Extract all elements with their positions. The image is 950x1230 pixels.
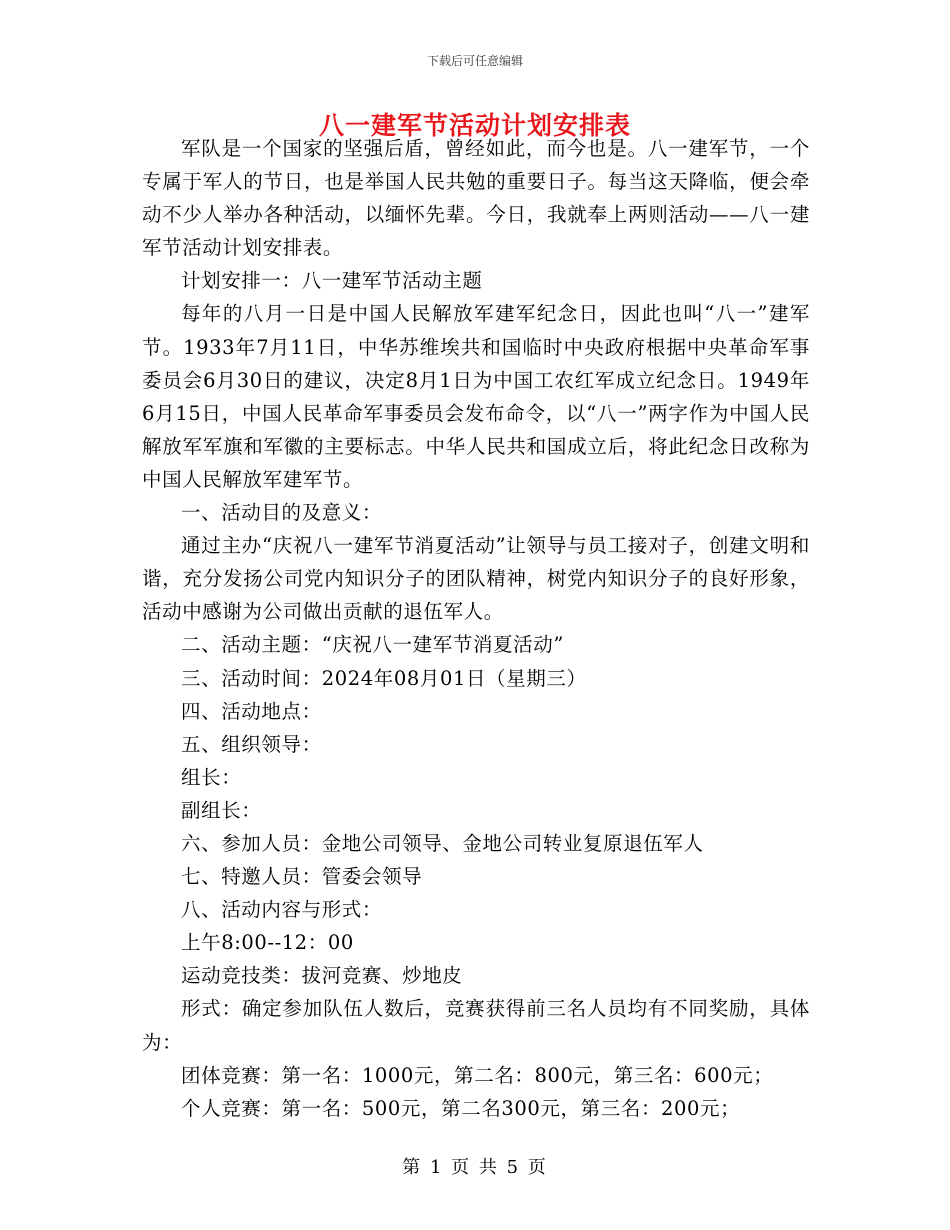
- paragraph: 六、参加人员：金地公司领导、金地公司转业复原退伍军人: [181, 831, 704, 855]
- paragraph: 团体竞赛：第一名：1000元，第二名：800元，第三名：600元；: [181, 1063, 774, 1087]
- paragraph: 五、组织领导：: [181, 732, 322, 756]
- paragraph: 组长：: [181, 765, 242, 789]
- paragraph: 每年的八月一日是中国人民解放军建军纪念日，因此也叫“八一”建军节。1933年7月11日，中华苏维埃共和国临时中央政府根据中央革命军事委员会6月30日的建议，决定8月1日为中国工农红军成立纪念日。1949年6月15日，中国人民革命军事委员会发布命令，以“八一”两字作为中国人民解放军军旗和军徽的主要标志。中华人民共和国成立后，将此纪念日改称为中国人民解放军建军节。: [142, 302, 810, 491]
- page-number: 第 1 页 共 5 页: [402, 1157, 548, 1178]
- paragraph: 运动竞技类：拔河竞赛、炒地皮: [181, 964, 463, 988]
- paragraph: 二、活动主题：“庆祝八一建军节消夏活动”: [181, 633, 564, 657]
- document-title: 八一建军节活动计划安排表: [318, 111, 631, 140]
- page-header: 下载后可任意编辑: [426, 54, 523, 68]
- paragraph: 八、活动内容与形式：: [181, 898, 383, 922]
- paragraph: 上午8:00--12：00: [181, 931, 354, 955]
- paragraph: 通过主办“庆祝八一建军节消夏活动”让领导与员工接对子，创建文明和谐，充分发扬公司党内知识分子的团队精神，树党内知识分子的良好形象，活动中感谢为公司做出贡献的退伍军人。: [142, 534, 810, 624]
- document-body: [142, 132, 810, 1125]
- paragraph: 计划安排一：八一建军节活动主题: [181, 269, 483, 293]
- paragraph: 一、活动目的及意义：: [181, 501, 383, 525]
- paragraph: 四、活动地点：: [181, 699, 322, 723]
- paragraph: 个人竞赛：第一名：500元，第二名300元，第三名：200元；: [181, 1096, 741, 1120]
- paragraph: 形式：确定参加队伍人数后，竞赛获得前三名人员均有不同奖励，具体为：: [142, 997, 810, 1054]
- paragraph: 副组长：: [181, 798, 262, 822]
- paragraph: 三、活动时间：2024年08月01日（星期三）: [181, 666, 587, 690]
- paragraph: 军队是一个国家的坚强后盾，曾经如此，而今也是。八一建军节，一个专属于军人的节日，也是举国人民共勉的重要日子。每当这天降临，便会牵动不少人举办各种活动，以缅怀先辈。今日，我就奉上两则活动——八一建军节活动计划安排表。: [142, 137, 810, 260]
- paragraph: 七、特邀人员：管委会领导: [181, 865, 423, 889]
